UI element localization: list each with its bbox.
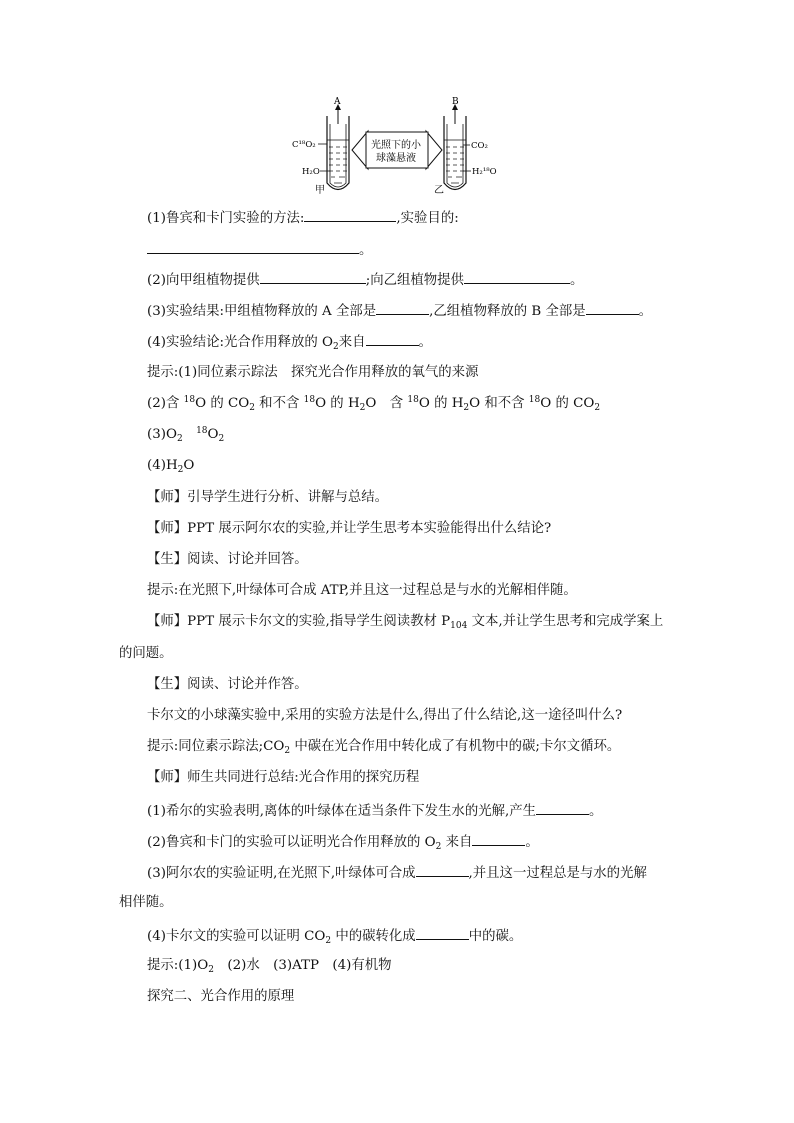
calvin-hint: 提示:同位素示踪法$;CO_2$ 中碳在光合作用中转化成了有机物中的碳;卡尔文循环。: [147, 739, 621, 756]
summary-hint: 提示$:(1)O_2$ (2)水 (3)ATP (4)有机物: [147, 958, 392, 975]
answer-blank[interactable]: [416, 863, 469, 877]
label-h218o-right: H₂¹⁸O: [472, 167, 497, 177]
teacher-line-3-cont: 的问题。: [119, 646, 173, 661]
summary-2: (2)鲁宾和卡门的实验可以证明光合作用释放的 $O_2$ 来自 。: [147, 832, 539, 852]
question-4: (4)实验结论:光合作用释放的 $O_2$来自 。: [147, 332, 432, 352]
student-line-2: 【生】阅读、讨论并作答。: [147, 677, 308, 692]
answer-blank[interactable]: [464, 270, 570, 284]
tube-yi: [444, 104, 466, 190]
hint-2: (2)含 $^{18}$O 的 $CO_2$ 和不含 $^{18}$O 的 $H_2O$ 含 $^{18}$O 的 $H_2O$ 和不含 $^{18}$O 的 $CO_2$: [147, 395, 601, 413]
label-b: B: [452, 97, 459, 107]
question-1: (1)鲁宾和卡门实验的方法: ,实验目的:: [147, 208, 459, 228]
teacher-line-1: 【师】引导学生进行分析、讲解与总结。: [147, 490, 389, 505]
summary-3: (3)阿尔农的实验证明,在光照下,叶绿体可合成 ,并且这一过程总是与水的光解: [147, 863, 647, 883]
teacher-line-3: 【师】PPT 展示卡尔文的实验,指导学生阅读教材 $P_{104}$ 文本,并让学生思考和完成学案上: [147, 614, 664, 631]
label-yi: 乙: [434, 185, 444, 196]
summary-3-cont: 相伴随。: [119, 895, 173, 910]
label-h2o-left: H₂O: [302, 167, 320, 177]
answer-blank[interactable]: [260, 270, 366, 284]
label-co2-right: CO₂: [471, 141, 488, 151]
summary-1: (1)希尔的实验表明,离体的叶绿体在适当条件下发生水的光解,产生 。: [147, 801, 602, 821]
answer-blank[interactable]: [304, 208, 396, 222]
tube-jia: [327, 104, 349, 190]
answer-blank[interactable]: [366, 332, 419, 346]
hint-atp: 提示:在光照下,叶绿体可合成 ATP,并且这一过程总是与水的光解相伴随。: [147, 583, 577, 598]
hint-3: $(3)O_2$ $^{18}O_2$: [147, 426, 225, 444]
answer-blank[interactable]: [536, 801, 589, 815]
label-a: A: [334, 97, 341, 107]
section-title: 探究二、光合作用的原理: [147, 989, 295, 1004]
question-2: (2)向甲组植物提供 ;向乙组植物提供 。: [147, 270, 583, 290]
answer-blank[interactable]: [147, 240, 359, 254]
label-jia: 甲: [315, 185, 325, 196]
answer-blank[interactable]: [416, 926, 469, 940]
answer-blank[interactable]: [472, 832, 525, 846]
summary-4: (4)卡尔文的实验可以证明 $CO_2$ 中的碳转化成 中的碳。: [147, 926, 522, 946]
question-3: (3)实验结果:甲组植物释放的 A 全部是 ,乙组植物释放的 B 全部是 。: [147, 301, 652, 321]
question-1-blank-line: 。: [147, 240, 372, 260]
label-c18o2: C¹⁸O₂: [292, 140, 316, 150]
answer-blank[interactable]: [586, 301, 639, 315]
teacher-line-4: 【师】师生共同进行总结:光合作用的探究历程: [147, 770, 420, 785]
hint-1: 提示:(1)同位素示踪法 探究光合作用释放的氧气的来源: [147, 365, 479, 380]
arrow-text-line2: 球藻悬液: [376, 153, 416, 164]
hint-4: $(4)H_2O$: [147, 458, 195, 475]
teacher-line-2: 【师】PPT 展示阿尔农的实验,并让学生思考本实验能得出什么结论?: [147, 521, 552, 536]
answer-blank[interactable]: [376, 301, 429, 315]
student-line-1: 【生】阅读、讨论并回答。: [147, 552, 308, 567]
arrow-text-line1: 光照下的小: [371, 140, 421, 151]
calvin-question: 卡尔文的小球藻实验中,采用的实验方法是什么,得出了什么结论,这一途径叫什么?: [147, 708, 623, 723]
experiment-diagram: [0, 0, 794, 200]
